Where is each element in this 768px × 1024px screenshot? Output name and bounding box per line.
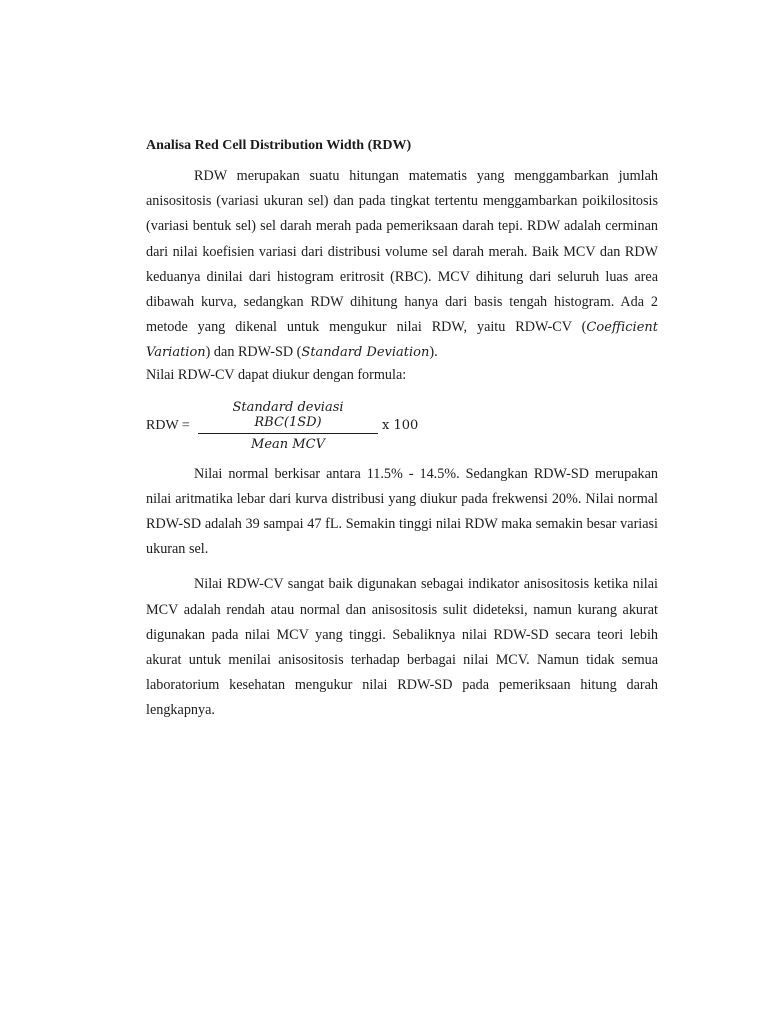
paragraph-rdw-definition	[146, 164, 658, 366]
coefficient-variation-term: Coefficient Variation	[146, 320, 658, 361]
formula-fraction	[198, 400, 378, 452]
standard-deviation-term: Standard Deviation	[301, 345, 430, 361]
paragraph-cv-vs-sd: Nilai RDW-CV sangat baik digunakan sebagai indikator anisositosis ketika nilai MCV adalah rendah atau normal dan anisositosis sulit dideteksi, namun kurang akurat digunakan pada nilai MCV yang tinggi. Sebaliknya nilai RDW-SD secara teori lebih akurat untuk menilai anisositosis terhadap berbagai nilai MCV. Namun tidak semua laboratorium kesehatan mengukur nilai RDW-SD pada pemeriksaan hitung darah lengkapnya.	[146, 576, 658, 719]
formula-denominator: Mean MCV	[251, 436, 325, 452]
paragraph-text-end: ).	[429, 344, 438, 361]
formula-multiplier: x 100	[382, 417, 419, 433]
paragraph-text-start: RDW merupakan suatu hitungan matematis yang menggambarkan jumlah anisositosis (variasi ukuran sel) dan pada tingkat tertentu menggambarkan poikilositosis (variasi bentuk sel) sel darah merah pada pemeriksaan darah tepi. RDW adalah cerminan dari nilai koefisien variasi dari distribusi volume sel darah merah. Baik MCV dan RDW keduanya dinilai dari histogram eritrosit (RBC). MCV dihitung dari seluruh luas area dibawah kurva, sedangkan RDW dihitung hanya dari basis tengah histogram. Ada 2 metode yang dikenal untuk mengukur nilai RDW, yaitu RDW-CV (	[146, 168, 658, 336]
rdw-cv-formula	[146, 400, 658, 456]
section-heading: Analisa Red Cell Distribution Width (RDW)	[146, 138, 412, 153]
document-body	[146, 136, 658, 724]
paragraph-normal-values: Nilai normal berkisar antara 11.5% - 14.5%. Sedangkan RDW-SD merupakan nilai aritmatika lebar dari kurva distribusi yang diukur pada frekwensi 20%. Nilai normal RDW-SD adalah 39 sampai 47 fL. Semakin tinggi nilai RDW maka semakin besar variasi ukuran sel.	[146, 465, 658, 558]
paragraph-text-middle: ) dan RDW-SD (	[205, 344, 302, 361]
formula-intro: Nilai RDW-CV dapat diukur dengan formula:	[146, 366, 407, 383]
formula-lhs: RDW =	[146, 417, 190, 433]
formula-numerator: Standard deviasi RBC(1SD)	[198, 400, 378, 434]
